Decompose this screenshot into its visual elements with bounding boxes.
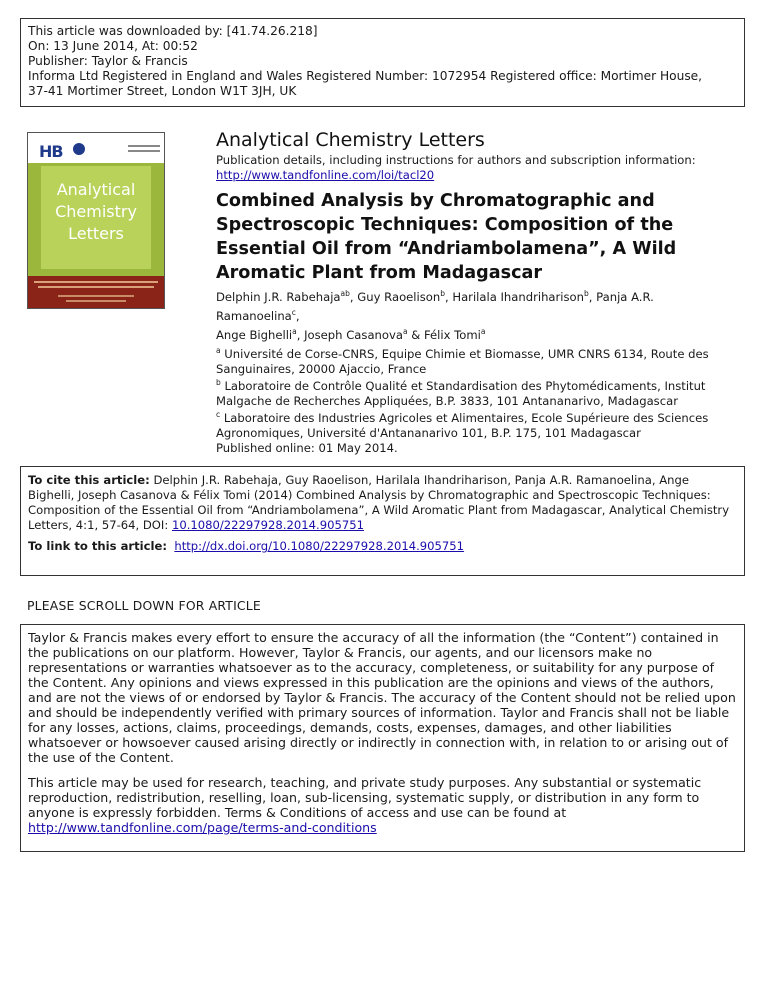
- author-name: Félix Tomi: [424, 328, 481, 342]
- link-label: To link to this article:: [28, 539, 167, 553]
- affiliation-mark: b: [216, 378, 221, 387]
- author-name: Harilala Ihandriharison: [452, 290, 584, 304]
- affiliation-mark: a: [480, 327, 486, 336]
- publisher-line: Publisher: Taylor & Francis: [28, 54, 188, 68]
- journal-title: Analytical Chemistry Letters: [216, 129, 485, 151]
- affiliation-mark: a: [402, 327, 408, 336]
- usage-terms-paragraph: [28, 775, 737, 835]
- citation-text: [28, 473, 737, 533]
- address-line: 37-41 Mortimer Street, London W1T 3JH, UK: [28, 84, 297, 98]
- publisher-logo: HB: [39, 142, 63, 161]
- affiliation-a: [216, 347, 741, 377]
- doi-link[interactable]: 10.1080/22297928.2014.905751: [171, 518, 364, 532]
- cover-footer-band: [28, 276, 164, 309]
- affiliation-c: [216, 411, 741, 441]
- cover-title-line: Chemistry: [55, 202, 137, 221]
- affiliation-text: Laboratoire de Contrôle Qualité et Standardisation des Phytomédicaments, Institut Malgache de Recherches Appliquées, B.P. 3833, 101 Antananarivo, Madagascar: [216, 379, 706, 408]
- article-doi-url-link[interactable]: http://dx.doi.org/10.1080/22297928.2014.905751: [174, 539, 465, 553]
- journal-url-link[interactable]: http://www.tandfonline.com/loi/tacl20: [216, 168, 435, 182]
- affiliation-mark: b: [584, 289, 589, 298]
- article-title: Combined Analysis by Chromatographic and Spectroscopic Techniques: Composition of the Essential Oil from “Andriambolamena”, A Wild Aromatic Plant from Madagascar: [216, 191, 677, 283]
- cover-issn-mark: [128, 145, 160, 147]
- affiliation-text: Université de Corse-CNRS, Equipe Chimie et Biomasse, UMR CNRS 6134, Route des Sanguinaires, 20000 Ajaccio, France: [216, 347, 709, 376]
- cover-title-line: Analytical: [56, 180, 136, 199]
- article-metadata: [216, 128, 741, 456]
- scroll-down-notice: PLEASE SCROLL DOWN FOR ARTICLE: [27, 598, 261, 613]
- logo-circle-icon: [73, 143, 85, 155]
- cite-body: Delphin J.R. Rabehaja, Guy Raoelison, Harilala Ihandriharison, Panja A.R. Ramanoelina, Ange Bighelli, Joseph Casanova & Félix Tomi (2014) Combined Analysis by Chromatographic and Spectroscopic Techniques: Composition of the Essential Oil from “Andriambolamena”, A Wild Aromatic Plant from Madagascar, Analytical Chemistry Letters, 4:1, 57-64, DOI:: [28, 473, 730, 532]
- registration-line: Informa Ltd Registered in England and Wales Registered Number: 1072954 Registered office: Mortimer House,: [28, 69, 703, 83]
- cover-title-line: Letters: [68, 224, 124, 243]
- disclaimer-paragraph: Taylor & Francis makes every effort to ensure the accuracy of all the information (the “Content”) contained in the publications on our platform. However, Taylor & Francis, our agents, and our licensors make no representations or warranties whatsoever as to the accuracy, completeness, or suitability for any purpose of the Content. Any opinions and views expressed in this publication are the opinions and views of the authors, and are not the views of or endorsed by Taylor & Francis. The accuracy of the Content should not be relied upon and should be independently verified with primary sources of information. Taylor and Francis shall not be liable for any losses, actions, claims, proceedings, demands, costs, expenses, damages, and other liabilities whatsoever or howsoever caused arising directly or indirectly in connection with, in relation to or arising out of the use of the Content.: [28, 630, 736, 765]
- publication-details: [216, 153, 741, 183]
- cover-title: [41, 179, 151, 245]
- affiliation-b: [216, 379, 741, 409]
- article-link-line: [28, 539, 737, 554]
- author-name: Joseph Casanova: [304, 328, 403, 342]
- terms-and-conditions-link[interactable]: http://www.tandfonline.com/page/terms-and-conditions: [28, 820, 377, 835]
- author-list: Delphin J.R. Rabehaja$^{ab}$, Guy Raoelison$^b$, Harilala Ihandriharison$^b$, Panja A.R. Ramanoelina$^c$, Ange Bighelli$^a$, Joseph Casanova$^a$ & Félix Tomi$^a$: [216, 289, 654, 342]
- download-date: On: 13 June 2014, At: 00:52: [28, 39, 198, 53]
- affiliation-text: Laboratoire des Industries Agricoles et Alimentaires, Ecole Supérieure des Sciences Agronomiques, Université d'Antananarivo 101, B.P. 175, 101 Madagascar: [216, 411, 709, 440]
- affiliation-mark: c: [216, 410, 221, 419]
- disclaimer-box: [20, 624, 745, 852]
- download-info-box: [20, 18, 745, 107]
- publication-details-text: Publication details, including instructions for authors and subscription information:: [216, 153, 696, 167]
- cite-label: To cite this article:: [28, 473, 150, 487]
- citation-box: [20, 466, 745, 576]
- published-online-date: Published online: 01 May 2014.: [216, 441, 398, 455]
- journal-cover-image: [27, 132, 165, 309]
- download-line: This article was downloaded by: [41.74.26.218]: [28, 24, 318, 38]
- affiliation-mark: c: [291, 308, 296, 317]
- affiliation-mark: a: [216, 346, 221, 355]
- author-name: Panja A.R. Ramanoelina: [216, 290, 654, 323]
- usage-terms-text: This article may be used for research, teaching, and private study purposes. Any substantial or systematic reproduction, redistribution, reselling, loan, sub-licensing, systematic supply, or distribution in any form to anyone is expressly forbidden. Terms & Conditions of access and use can be found at: [28, 775, 702, 820]
- affiliation-mark: b: [440, 289, 445, 298]
- author-name: Guy Raoelison: [357, 290, 441, 304]
- author-name: Ange Bighelli: [216, 328, 293, 342]
- affiliation-mark: ab: [340, 289, 350, 298]
- author-name: Delphin J.R. Rabehaja: [216, 290, 341, 304]
- cover-issn-mark: [128, 150, 160, 152]
- affiliation-mark: a: [292, 327, 297, 336]
